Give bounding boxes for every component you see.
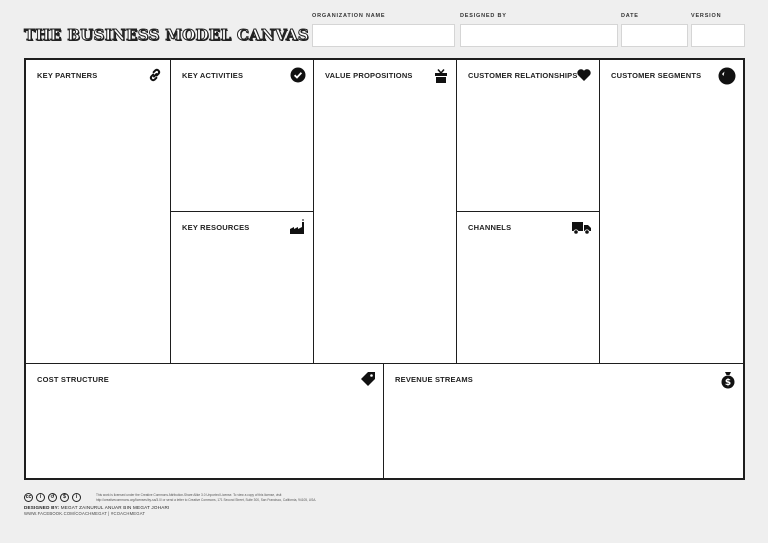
revenue-streams-block[interactable] (384, 364, 743, 478)
truck-icon (572, 219, 592, 235)
info-icon: i (72, 493, 81, 502)
designer-name: MEGAT ZAINURUL ANUAR BIN MEGAT JOHARI (60, 505, 170, 510)
share-alike-icon: ↺ (48, 493, 57, 502)
price-tag-icon (360, 371, 376, 387)
version-field (691, 12, 745, 47)
cost-structure-block[interactable] (26, 364, 384, 478)
footer (24, 493, 317, 516)
designed-by-field (460, 12, 618, 47)
check-circle-icon (290, 67, 306, 83)
key-partners-label: KEY PARTNERS (37, 71, 98, 80)
version-input[interactable] (691, 24, 745, 47)
key-activities-block[interactable] (171, 60, 314, 212)
business-model-canvas (24, 58, 745, 480)
key-activities-label: KEY ACTIVITIES (182, 71, 244, 80)
key-resources-block[interactable] (171, 212, 314, 364)
heart-icon (576, 67, 592, 83)
designed-by-label: DESIGNED BY (460, 13, 507, 19)
date-label: DATE (621, 13, 639, 19)
customer-segments-block[interactable] (600, 60, 743, 364)
head-icon (718, 67, 736, 85)
designer-credit (24, 505, 169, 510)
designed-by-input[interactable] (460, 24, 618, 47)
organization-name-input[interactable] (312, 24, 455, 47)
page-title: THE BUSINESS MODEL CANVAS (24, 26, 309, 44)
svg-text:$: $ (724, 378, 732, 388)
customer-relationships-label: CUSTOMER RELATIONSHIPS (468, 71, 578, 80)
gift-icon (433, 67, 449, 83)
license-text: This work is licensed under the Creative Commons Attribution-Share Alike 3.0 Unported License. To view a copy of this license, visit http://creativecommons.org/licenses/by-sa/3.0/ or send a letter to Creative Commons, 171 Second Street, Suite 300, San Francisco, California, 94105, USA. (96, 493, 317, 502)
money-bag-icon (720, 371, 736, 389)
key-resources-label: KEY RESOURCES (182, 223, 250, 232)
channels-label: CHANNELS (468, 223, 512, 232)
social-links[interactable]: WWW.FACEBOOK.COM/COACHMEGAT | #COACHMEGAT (24, 511, 146, 516)
organization-name-field (312, 12, 455, 47)
date-field (621, 12, 688, 47)
noncommercial-icon: $ (60, 493, 69, 502)
customer-segments-label: CUSTOMER SEGMENTS (611, 71, 702, 80)
value-propositions-block[interactable] (314, 60, 457, 364)
channels-block[interactable] (457, 212, 600, 364)
value-propositions-label: VALUE PROPOSITIONS (325, 71, 413, 80)
link-icon (147, 67, 163, 83)
cost-structure-label: COST STRUCTURE (37, 375, 109, 384)
version-label: VERSION (691, 13, 722, 19)
organization-name-label: ORGANIZATION NAME (312, 13, 386, 19)
revenue-streams-label: REVENUE STREAMS (395, 375, 474, 384)
date-input[interactable] (621, 24, 688, 47)
factory-icon (290, 219, 306, 235)
cc-icon: cc (25, 494, 32, 500)
designed-by-prefix: DESIGNED BY: (24, 505, 60, 510)
key-partners-block[interactable] (26, 60, 171, 364)
customer-relationships-block[interactable] (457, 60, 600, 212)
attribution-icon: i (36, 493, 45, 502)
